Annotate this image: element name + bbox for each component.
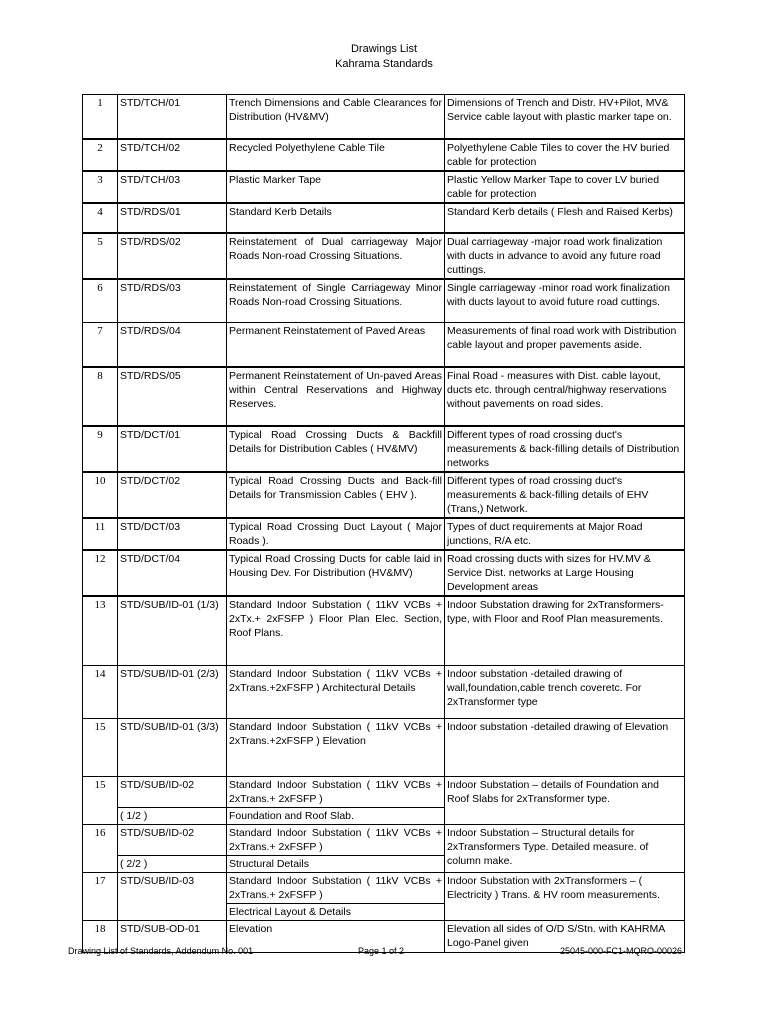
row-number: 10 bbox=[83, 472, 118, 518]
row-number: 18 bbox=[83, 921, 118, 953]
drawings-table bbox=[82, 94, 685, 953]
drawing-description: Single carriageway -minor road work finalization with ducts layout to avoid future road cuttings. bbox=[445, 279, 685, 323]
row-number: 2 bbox=[83, 139, 118, 171]
drawing-title: Typical Road Crossing Ducts for cable laid in Housing Dev. For Distribution (HV&MV) bbox=[227, 550, 445, 596]
drawing-description: Standard Kerb details ( Flesh and Raised Kerbs) bbox=[445, 203, 685, 233]
document-title: Drawings List bbox=[350, 43, 418, 55]
drawing-code: STD/TCH/03 bbox=[118, 171, 227, 203]
drawing-description: Different types of road crossing duct's measurements & back-filling details of EHV (Trans,) Network. bbox=[445, 472, 685, 518]
footer-document-name: Drawing List of Standards, Addendum No. 001 bbox=[68, 946, 254, 956]
row-number: 12 bbox=[83, 550, 118, 596]
drawing-code: STD/SUB/ID-01 (2/3) bbox=[118, 666, 227, 719]
drawing-code: STD/DCT/01 bbox=[118, 426, 227, 472]
row-number: 15 bbox=[83, 719, 118, 777]
drawing-description: Measurements of final road work with Distribution cable layout and proper pavements aside. bbox=[445, 323, 685, 367]
row-number: 5 bbox=[83, 233, 118, 279]
table-row bbox=[83, 367, 685, 426]
drawing-subtitle: Structural Details bbox=[227, 856, 445, 873]
drawing-subtitle: Electrical Layout & Details bbox=[227, 904, 445, 921]
drawing-code: STD/TCH/01 bbox=[118, 95, 227, 139]
drawing-title: Typical Road Crossing Duct Layout ( Major Roads ). bbox=[227, 518, 445, 550]
drawing-title: Standard Indoor Substation ( 11kV VCBs + 2xTrans.+2xFSFP ) Architectural Details bbox=[227, 666, 445, 719]
table-row bbox=[83, 171, 685, 203]
drawing-code: STD/DCT/04 bbox=[118, 550, 227, 596]
row-number: 9 bbox=[83, 426, 118, 472]
drawing-sheet: ( 2/2 ) bbox=[118, 856, 227, 873]
drawing-title: Trench Dimensions and Cable Clearances for Distribution (HV&MV) bbox=[227, 95, 445, 139]
drawing-description: Dual carriageway -major road work finalization with ducts in advance to avoid any future road cuttings. bbox=[445, 233, 685, 279]
drawing-code: STD/DCT/02 bbox=[118, 472, 227, 518]
table-row bbox=[83, 719, 685, 777]
drawing-title: Typical Road Crossing Ducts & Backfill Details for Distribution Cables ( HV&MV) bbox=[227, 426, 445, 472]
drawing-code: STD/SUB-OD-01 bbox=[118, 921, 227, 953]
footer-document-code: 25045-000-FC1-MQRO-00026 bbox=[560, 946, 683, 956]
row-number: 8 bbox=[83, 367, 118, 426]
drawing-code: STD/TCH/02 bbox=[118, 139, 227, 171]
drawing-title: Standard Indoor Substation ( 11kV VCBs + 2xTrans.+ 2xFSFP ) bbox=[227, 777, 445, 808]
row-number: 16 bbox=[83, 825, 118, 873]
drawing-code: STD/RDS/04 bbox=[118, 323, 227, 367]
drawing-description: Elevation all sides of O/D S/Stn. with KAHRMA Logo-Panel given bbox=[445, 921, 685, 953]
row-number: 6 bbox=[83, 279, 118, 323]
table-row bbox=[83, 139, 685, 171]
table-row bbox=[83, 95, 685, 139]
drawing-title: Reinstatement of Single Carriageway Minor Roads Non-road Crossing Situations. bbox=[227, 279, 445, 323]
drawing-description: Indoor Substation – Structural details for 2xTransformers Type. Detailed measure. of column make. bbox=[445, 825, 685, 873]
table-row bbox=[83, 666, 685, 719]
drawing-description: Types of duct requirements at Major Road junctions, R/A etc. bbox=[445, 518, 685, 550]
table-row bbox=[83, 279, 685, 323]
drawing-code: STD/DCT/03 bbox=[118, 518, 227, 550]
drawing-title: Standard Kerb Details bbox=[227, 203, 445, 233]
drawing-description: Polyethylene Cable Tiles to cover the HV buried cable for protection bbox=[445, 139, 685, 171]
row-number: 14 bbox=[83, 666, 118, 719]
row-number: 7 bbox=[83, 323, 118, 367]
drawing-title: Typical Road Crossing Ducts and Back-fill Details for Transmission Cables ( EHV ). bbox=[227, 472, 445, 518]
drawing-description: Different types of road crossing duct's measurements & back-filling details of Distribution networks bbox=[445, 426, 685, 472]
table-row bbox=[83, 472, 685, 518]
drawing-code: STD/SUB/ID-03 bbox=[118, 873, 227, 921]
drawing-title: Elevation bbox=[227, 921, 445, 953]
row-number: 17 bbox=[83, 873, 118, 921]
drawing-code: STD/SUB/ID-02 bbox=[118, 777, 227, 808]
row-number: 15 bbox=[83, 777, 118, 825]
drawing-title: Standard Indoor Substation ( 11kV VCBs + 2xTrans.+ 2xFSFP ) bbox=[227, 825, 445, 856]
table-row bbox=[83, 203, 685, 233]
drawing-title: Standard Indoor Substation ( 11kV VCBs + 2xTx.+ 2xFSFP ) Floor Plan Elec. Section, Roof Plans. bbox=[227, 596, 445, 666]
drawing-title: Plastic Marker Tape bbox=[227, 171, 445, 203]
table-row bbox=[83, 873, 685, 904]
drawing-code: STD/SUB/ID-01 (1/3) bbox=[118, 596, 227, 666]
table-row bbox=[83, 777, 685, 808]
drawing-code: STD/RDS/01 bbox=[118, 203, 227, 233]
drawing-title: Standard Indoor Substation ( 11kV VCBs + 2xTrans.+2xFSFP ) Elevation bbox=[227, 719, 445, 777]
table-row bbox=[83, 550, 685, 596]
drawing-code: STD/RDS/05 bbox=[118, 367, 227, 426]
drawing-code: STD/SUB/ID-02 bbox=[118, 825, 227, 856]
row-number: 11 bbox=[83, 518, 118, 550]
drawing-description: Final Road - measures with Dist. cable layout, ducts etc. through central/highway reservations without pavements on road sides. bbox=[445, 367, 685, 426]
drawing-description: Indoor substation -detailed drawing of Elevation bbox=[445, 719, 685, 777]
drawing-description: Plastic Yellow Marker Tape to cover LV buried cable for protection bbox=[445, 171, 685, 203]
table-row bbox=[83, 825, 685, 856]
row-number: 1 bbox=[83, 95, 118, 139]
drawing-title: Recycled Polyethylene Cable Tile bbox=[227, 139, 445, 171]
document-subtitle: Kahrama Standards bbox=[335, 58, 433, 70]
table-row bbox=[83, 518, 685, 550]
row-number: 4 bbox=[83, 203, 118, 233]
drawing-description: Indoor Substation – details of Foundation and Roof Slabs for 2xTransformer type. bbox=[445, 777, 685, 825]
drawing-description: Dimensions of Trench and Distr. HV+Pilot, MV& Service cable layout with plastic marker tape on. bbox=[445, 95, 685, 139]
table-row bbox=[83, 426, 685, 472]
row-number: 13 bbox=[83, 596, 118, 666]
drawing-description: Indoor substation -detailed drawing of wall,foundation,cable trench coveretc. For 2xTransformer type bbox=[445, 666, 685, 719]
drawing-code: STD/RDS/03 bbox=[118, 279, 227, 323]
drawing-title: Permanent Reinstatement of Un-paved Areas within Central Reservations and Highway Reserves. bbox=[227, 367, 445, 426]
row-number: 3 bbox=[83, 171, 118, 203]
drawing-description: Indoor Substation drawing for 2xTransformers-type, with Floor and Roof Plan measurements. bbox=[445, 596, 685, 666]
drawing-title: Permanent Reinstatement of Paved Areas bbox=[227, 323, 445, 367]
drawing-title: Standard Indoor Substation ( 11kV VCBs + 2xTrans.+ 2xFSFP ) bbox=[227, 873, 445, 904]
drawing-code: STD/RDS/02 bbox=[118, 233, 227, 279]
drawing-description: Road crossing ducts with sizes for HV.MV & Service Dist. networks at Large Housing Development areas bbox=[445, 550, 685, 596]
footer-page-number: Page 1 of 2 bbox=[358, 946, 405, 956]
table-row bbox=[83, 233, 685, 279]
drawing-subtitle: Foundation and Roof Slab. bbox=[227, 808, 445, 825]
drawing-title: Reinstatement of Dual carriageway Major Roads Non-road Crossing Situations. bbox=[227, 233, 445, 279]
drawing-code: STD/SUB/ID-01 (3/3) bbox=[118, 719, 227, 777]
drawing-sheet: ( 1/2 ) bbox=[118, 808, 227, 825]
table-row bbox=[83, 323, 685, 367]
drawing-description: Indoor Substation with 2xTransformers – ( Electricity ) Trans. & HV room measurements. bbox=[445, 873, 685, 921]
table-row bbox=[83, 596, 685, 666]
